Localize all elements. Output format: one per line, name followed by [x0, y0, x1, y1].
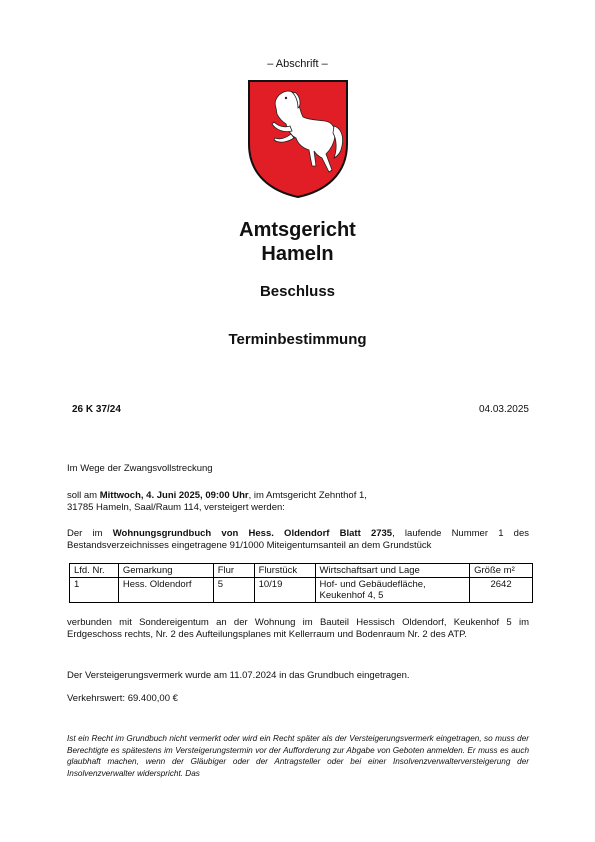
table-cell: Hof- und Gebäudefläche, Keukenhof 4, 5 [315, 578, 470, 603]
document-date: 04.03.2025 [478, 404, 529, 415]
property-paragraph [67, 528, 529, 552]
table-cell: 5 [213, 578, 254, 603]
table-header-cell: Flurstück [254, 564, 315, 578]
document-type-title: Terminbestimmung [228, 331, 367, 348]
schedule-date: Mittwoch, 4. Juni 2025, 09:00 Uhr [99, 490, 249, 501]
table-header-row [70, 564, 533, 578]
case-number: 26 K 37/24 [72, 404, 121, 415]
decision-title: Beschluss [259, 283, 336, 300]
table-header-cell: Lfd. Nr. [70, 564, 119, 578]
table-header-cell: Größe m² [470, 564, 533, 578]
property-prefix: Der im [67, 528, 113, 539]
table-cell: Hess. Oldendorf [118, 578, 213, 603]
court-name-line1: Amtsgericht [239, 219, 356, 241]
schedule-paragraph [67, 490, 529, 514]
property-table [69, 563, 533, 603]
legal-notice: Ist ein Recht im Grundbuch nicht vermerkt oder wird ein Recht später als der Versteigerungsvermerk eingetragen, so muss der Berechtigte es spätestens im Versteigerungstermin vor der Aufforderung zur Abgabe von Geboten anmelden. Er muss es auch glaubhaft machen, wenn der Gläubiger oder der Antragsteller oder bei einer Insolvenzverwalterversteigerung der Insolvenzverwalter widerspricht. Das [67, 734, 529, 778]
intro-paragraph: Im Wege der Zwangsvollstreckung [67, 463, 213, 474]
register-paragraph: Der Versteigerungsvermerk wurde am 11.07.2024 in das Grundbuch eingetragen. [67, 670, 410, 681]
table-cell: 10/19 [254, 578, 315, 603]
table-header-cell: Flur [213, 564, 254, 578]
property-suffix: , laufende Nummer 1 des Bestandsverzeichnisses eingetragene 91/1000 Miteigentumsanteil an dem Grundstück [67, 528, 529, 551]
horse-coat-of-arms-icon [246, 78, 350, 200]
court-name-line2: Hameln [261, 243, 334, 265]
unit-paragraph: verbunden mit Sondereigentum an der Wohnung im Bauteil Hessisch Oldendorf, Keukenhof 5 im Erdgeschoss rechts, Nr. 2 des Aufteilungsplanes mit Kellerraum und Bodenraum Nr. 2 des ATP. [67, 617, 529, 640]
table-cell: 1 [70, 578, 119, 603]
table-cell: 2642 [470, 578, 533, 603]
table-row [70, 578, 533, 603]
court-name [0, 218, 595, 266]
table-header-cell: Gemarkung [118, 564, 213, 578]
market-value: Verkehrswert: 69.400,00 € [67, 693, 178, 704]
property-register: Wohnungsgrundbuch von Hess. Oldendorf Blatt 2735 [112, 528, 393, 539]
schedule-prefix: soll am [67, 490, 100, 501]
schedule-room: 31785 Hameln, Saal/Raum 114, versteigert werden: [67, 502, 285, 513]
table-header-cell: Wirtschaftsart und Lage [315, 564, 470, 578]
schedule-location: , im Amtsgericht Zehnthof 1, [248, 490, 367, 501]
abschrift-label: – Abschrift – [267, 58, 328, 70]
